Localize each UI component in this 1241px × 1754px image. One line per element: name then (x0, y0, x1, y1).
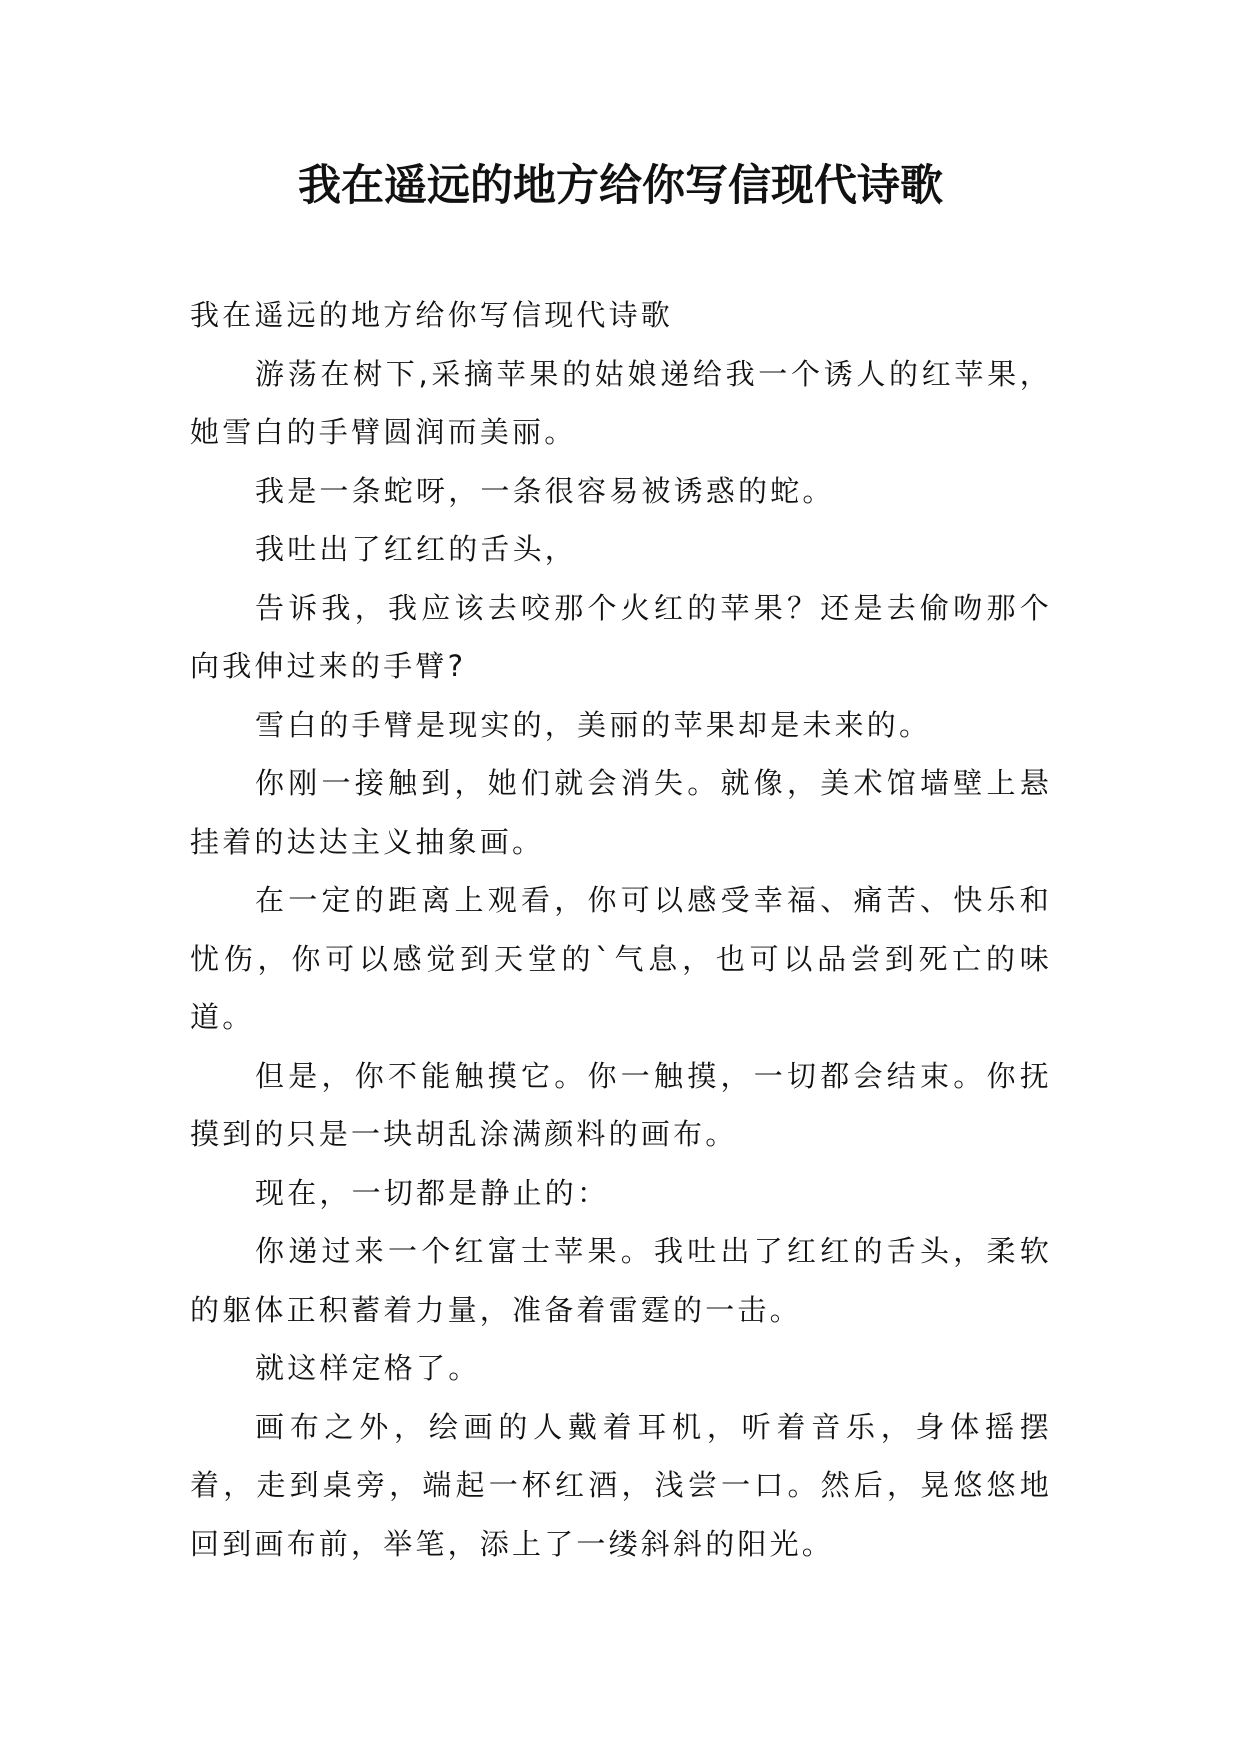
paragraph: 雪白的手臂是现实的，美丽的苹果却是未来的。 (255, 707, 932, 742)
document-body (190, 286, 1052, 1573)
document-title: 我在遥远的地方给你写信现代诗歌 (298, 161, 943, 211)
paragraph: 现在，一切都是静止的： (255, 1175, 610, 1210)
paragraph: 你刚一接触到，她们就会消失。就像，美术馆墙壁上悬挂着的达达主义抽象画。 (190, 766, 1052, 859)
paragraph: 告诉我，我应该去咬那个火红的苹果？还是去偷吻那个向我伸过来的手臂? (190, 590, 1052, 683)
body-heading: 我在遥远的地方给你写信现代诗歌 (190, 298, 674, 332)
paragraph: 但是，你不能触摸它。你一触摸，一切都会结束。你抚摸到的只是一块胡乱涂满颜料的画布。 (190, 1058, 1052, 1151)
paragraph: 就这样定格了。 (255, 1351, 481, 1385)
paragraph: 我是一条蛇呀，一条很容易被诱惑的蛇。 (255, 473, 835, 508)
paragraph: 在一定的距离上观看，你可以感受幸福、痛苦、快乐和忧伤，你可以感觉到天堂的`气息，也可以品尝到死亡的味道。 (190, 883, 1052, 1034)
paragraph: 你递过来一个红富士苹果。我吐出了红红的舌头，柔软的躯体正积蓄着力量，准备着雷霆的一击。 (190, 1234, 1052, 1327)
paragraph: 我吐出了红红的舌头， (255, 532, 578, 566)
paragraph: 游荡在树下,采摘苹果的姑娘递给我一个诱人的红苹果，她雪白的手臂圆润而美丽。 (190, 356, 1052, 449)
paragraph: 画布之外，绘画的人戴着耳机，听着音乐，身体摇摆着，走到桌旁，端起一杯红酒，浅尝一口。然后，晃悠悠地回到画布前，举笔，添上了一缕斜斜的阳光。 (190, 1409, 1052, 1561)
